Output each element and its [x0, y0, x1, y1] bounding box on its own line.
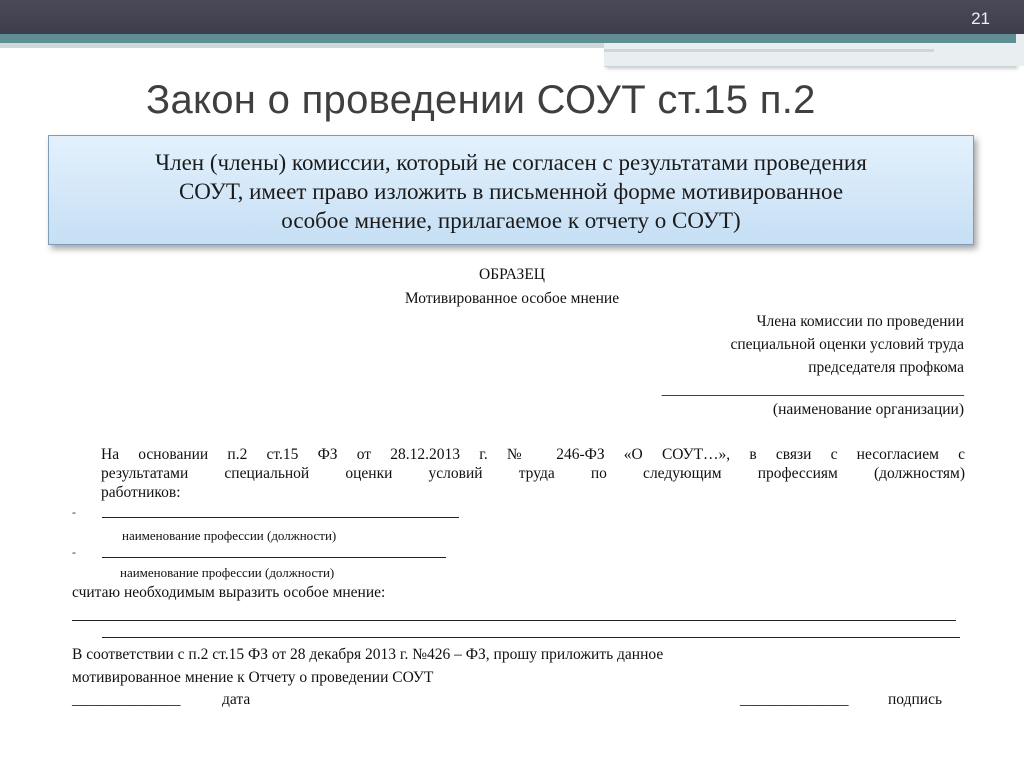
basis-line: На основании п.2 ст.15 ФЗ от 28.12.2013 г. № 246-ФЗ «О СОУТ…», в связи с несогласием с — [101, 446, 965, 463]
date-label: дата — [222, 691, 251, 708]
profession-caption: наименование профессии (должности) — [120, 565, 335, 580]
callout-line: СОУТ, имеет право изложить в письменной форме мотивированное — [178, 179, 844, 204]
basis-line: результатами специальной оценки условий труда по следующим профессиям (должностям) — [101, 465, 965, 482]
addressee-line: Члена комиссии по проведении — [756, 313, 964, 330]
profession-caption: наименование профессии (должности) — [122, 528, 337, 543]
basis-line: работников: — [101, 484, 181, 501]
item-bullet: - — [72, 505, 76, 519]
closing-line: В соответствии с п.2 ст.15 ФЗ от 28 декабря 2013 г. №426 – ФЗ, прошу приложить данное — [72, 646, 664, 663]
opinion-intro: считаю необходимым выразить особое мнение: — [72, 584, 386, 601]
callout-line: Член (члены) комиссии, который не согласен с результатами проведения — [155, 150, 867, 175]
date-blank: ______________ — [72, 691, 181, 708]
basis-paragraph — [101, 445, 965, 502]
signature-blank: ______________ — [740, 691, 849, 708]
callout-line: особое мнение, прилагаемое к отчету о СОУТ) — [281, 208, 741, 233]
closing-line: мотивированное мнение к Отчету о проведении СОУТ — [72, 669, 434, 686]
profession-blank — [102, 557, 446, 558]
slide-number: 21 — [971, 9, 990, 28]
item-bullet: - — [72, 545, 76, 559]
slide-title: Закон о проведении СОУТ ст.15 п.2 — [146, 78, 816, 122]
signature-label: подпись — [888, 691, 943, 708]
addressee-line: специальной оценки условий труда — [730, 336, 964, 353]
document-heading: Мотивированное особое мнение — [404, 290, 620, 307]
sample-label: ОБРАЗЕЦ — [479, 266, 545, 283]
organization-caption: (наименование организации) — [772, 401, 964, 418]
opinion-blank-line — [102, 637, 960, 638]
organization-blank: _______________________________________ — [661, 381, 964, 398]
opinion-blank-line — [72, 620, 956, 621]
profession-blank — [102, 517, 459, 518]
addressee-line: председателя профкома — [808, 359, 964, 376]
